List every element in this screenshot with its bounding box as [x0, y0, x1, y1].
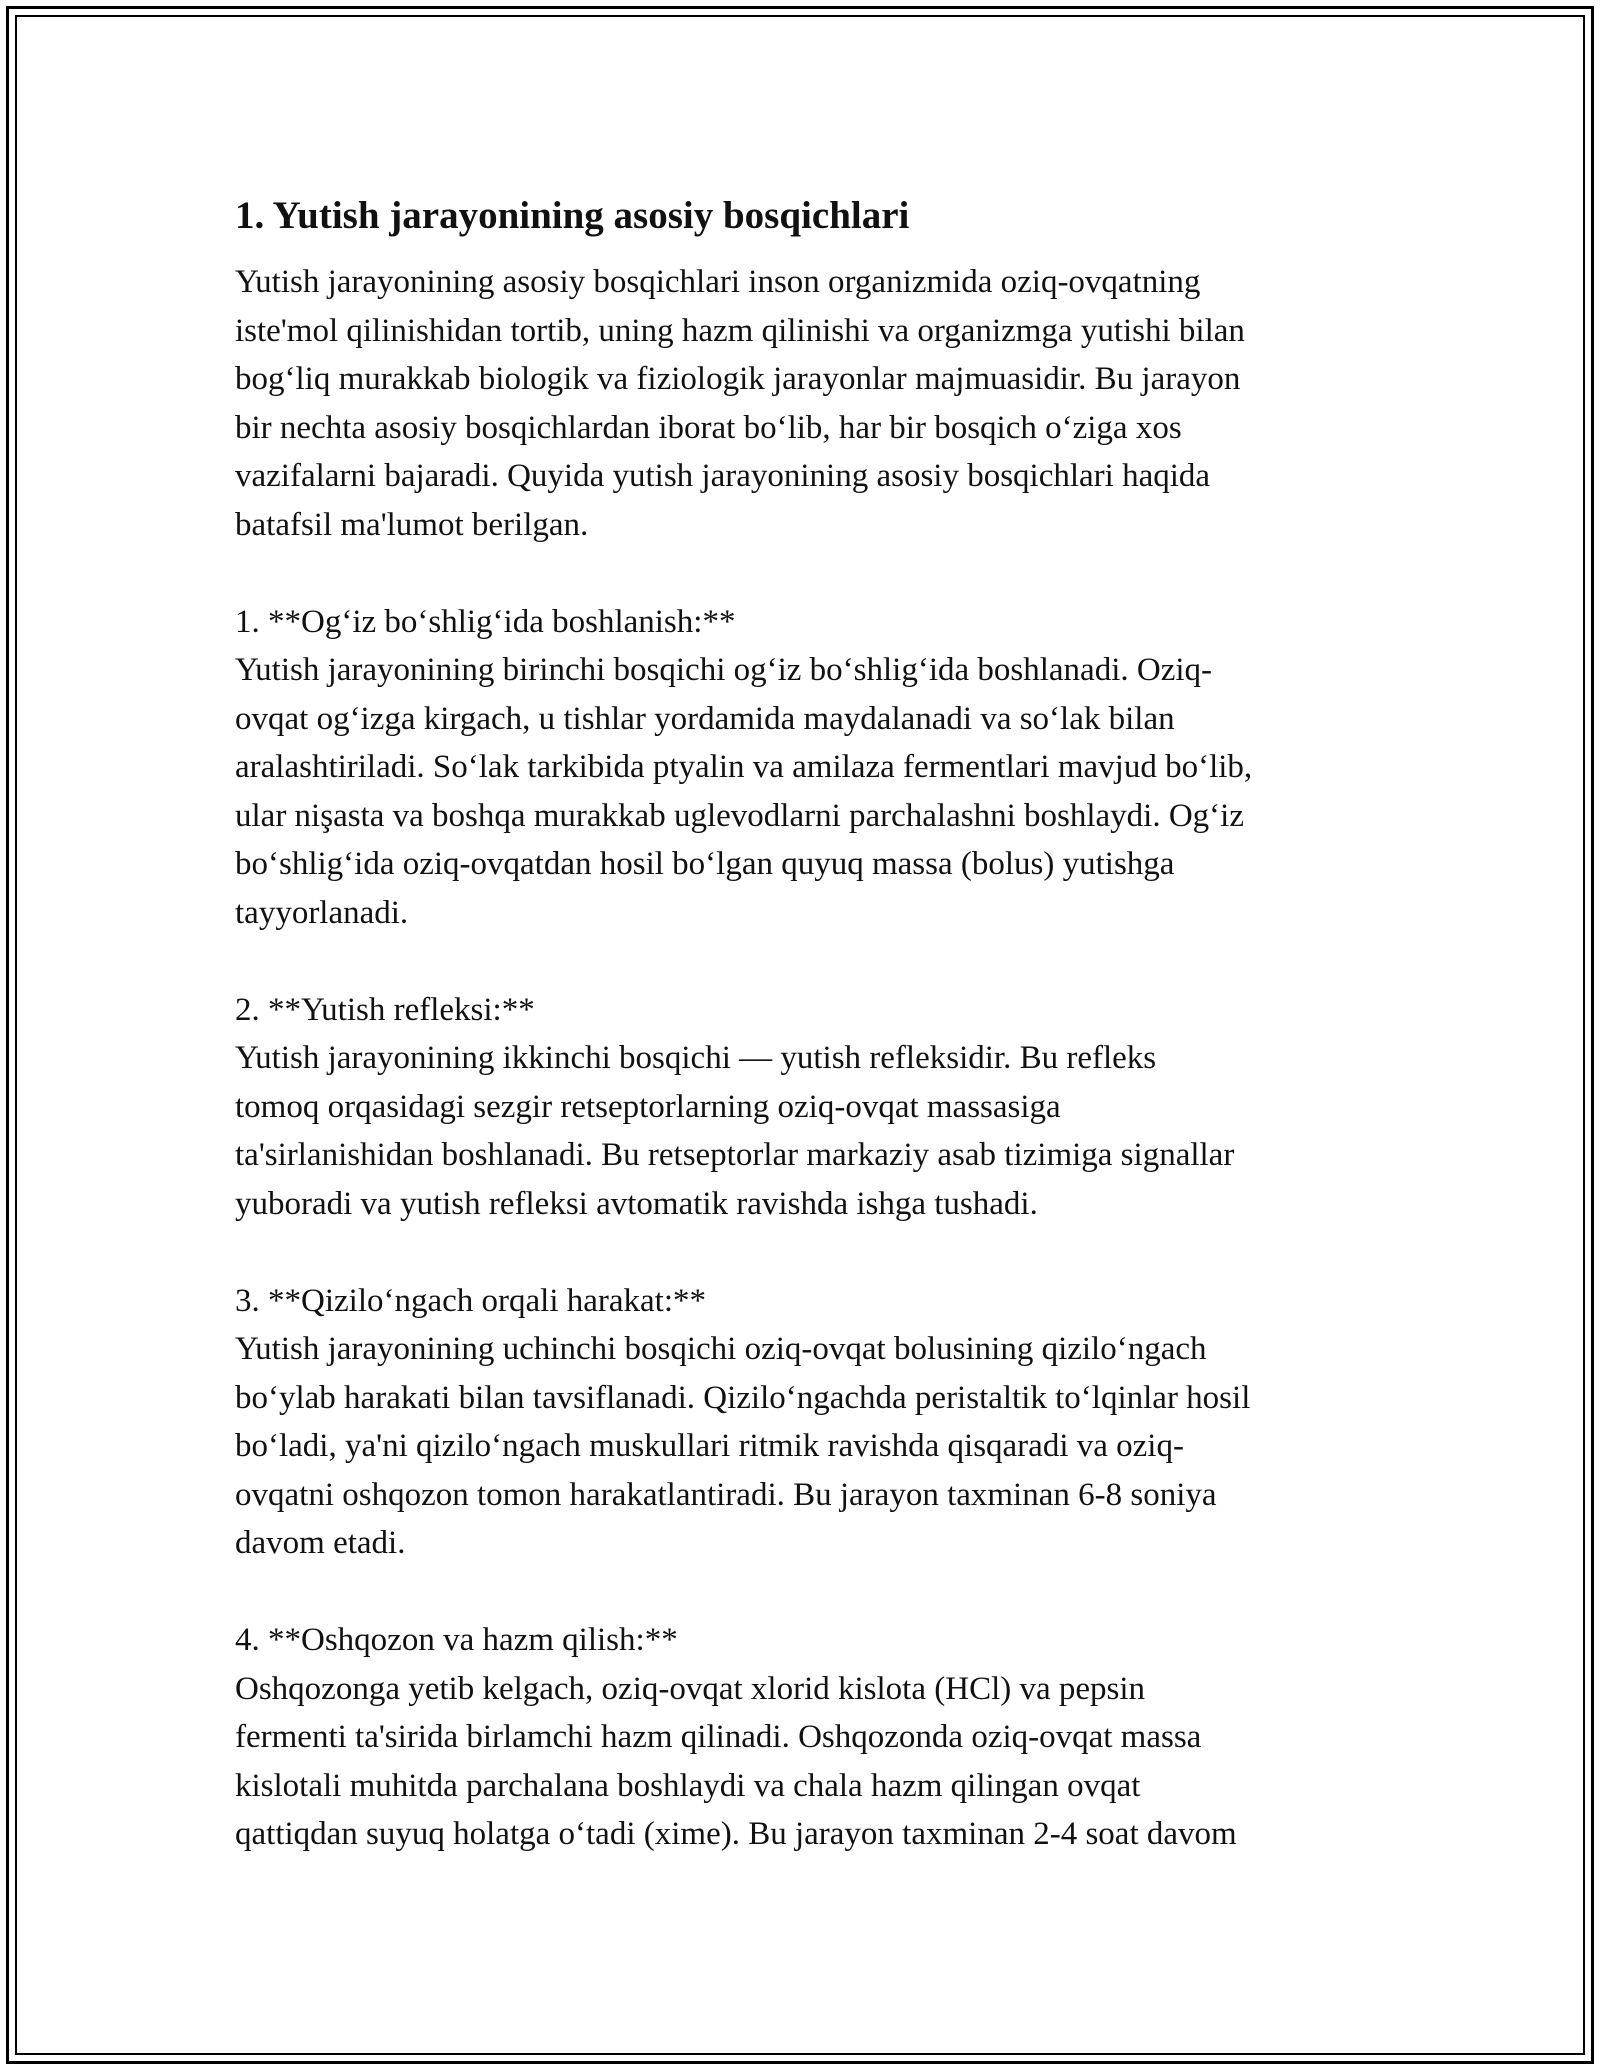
section-heading-3: 3. **Qizilo‘ngach orqali harakat:** — [235, 1282, 707, 1319]
section-heading-2: 2. **Yutish refleksi:** — [235, 991, 535, 1028]
section-body-3: Yutish jarayonining uchinchi bosqichi oziq-ovqat bolusining qizilo‘ngach bo‘ylab harakati bilan tavsiflanadi. Qizilo‘ngachda peristaltik to‘lqinlar hosil bo‘ladi, ya'ni qizilo‘ngach muskullari ritmik ravishda qisqaradi va oziq- ovqatni oshqozon tomon harakatlantiradi. Bu jarayon taxminan 6-8 soniya davom etadi. — [235, 1331, 1251, 1561]
document-body — [235, 188, 1375, 1859]
section-body-4: Oshqozonga yetib kelgach, oziq-ovqat xlorid kislota (HCl) va pepsin fermenti ta'sirida birlamchi hazm qilinadi. Oshqozonda oziq-ovqat massa kislotali muhitda parchalana boshlaydi va chala hazm qilingan ovqat qattiqdan suyuq holatga o‘tadi (xime). Bu jarayon taxminan 2-4 soat davom — [235, 1670, 1237, 1852]
paragraph-gap — [235, 549, 1375, 598]
paragraph-gap — [235, 1228, 1375, 1277]
paragraph-gap — [235, 1568, 1375, 1617]
section-body-1: Yutish jarayonining birinchi bosqichi og‘iz bo‘shlig‘ida boshlanadi. Oziq- ovqat og‘izga kirgach, u tishlar yordamida maydalanadi va so‘lak bilan aralashtiriladi. So‘lak tarkibida ptyalin va amilaza fermentlari mavjud bo‘lib, ular nişasta va boshqa murakkab uglevodlarni parchalashni boshlaydi. Og‘iz bo‘shlig‘ida oziq-ovqatdan hosil bo‘lgan quyuq massa (bolus) yutishga tayyorlanadi. — [235, 652, 1253, 931]
section-heading-1: 1. **Og‘iz bo‘shlig‘ida boshlanish:** — [235, 603, 736, 640]
section-heading-4: 4. **Oshqozon va hazm qilish:** — [235, 1622, 678, 1658]
intro-paragraph: Yutish jarayonining asosiy bosqichlari inson organizmida oziq-ovqatning iste'mol qilinishidan tortib, uning hazm qilinishi va organizmga yutishi bilan bog‘liq murakkab biologik va fiziologik jarayonlar majmuasidir. Bu jarayon bir nechta asosiy bosqichlardan iborat bo‘lib, har bir bosqich o‘ziga xos vazifalarni bajaradi. Quyida yutish jarayonining asosiy bosqichlari haqida batafsil ma'lumot berilgan. — [235, 264, 1245, 543]
document-title: 1. Yutish jarayonining asosiy bosqichlari — [235, 194, 910, 237]
paragraph-gap — [235, 937, 1375, 986]
section-body-2: Yutish jarayonining ikkinchi bosqichi — yutish refleksidir. Bu refleks tomoq orqasidagi sezgir retseptorlarning oziq-ovqat massasiga ta'sirlanishidan boshlanadi. Bu retseptorlar markaziy asab tizimiga signallar yuboradi va yutish refleksi avtomatik ravishda ishga tushadi. — [235, 1040, 1235, 1222]
